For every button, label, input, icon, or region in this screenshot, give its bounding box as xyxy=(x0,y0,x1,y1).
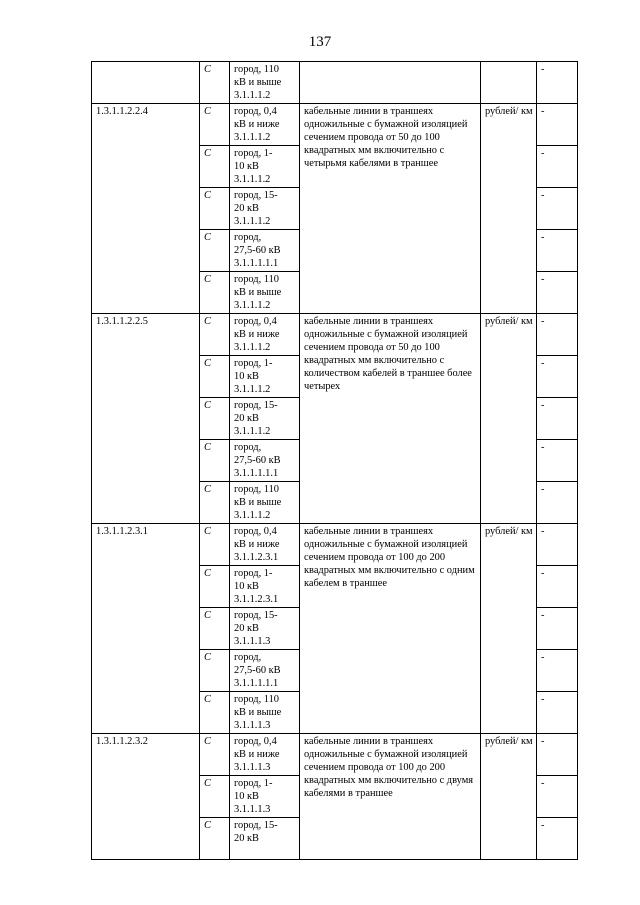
category-letter: C xyxy=(200,356,230,398)
rate-value: - xyxy=(537,734,578,776)
location-voltage xyxy=(230,356,300,398)
location-voltage xyxy=(230,272,300,314)
category-letter: C xyxy=(200,104,230,146)
location-line: город, 1- xyxy=(234,568,273,579)
category-letter: C xyxy=(200,188,230,230)
location-line: 3.1.1.1.2 xyxy=(234,300,271,311)
category-letter: C xyxy=(200,272,230,314)
location-line: город, 1- xyxy=(234,148,273,159)
rate-value: - xyxy=(537,776,578,818)
tariff-table xyxy=(91,61,578,860)
location-line: 10 кВ xyxy=(234,791,259,802)
location-line: кВ и ниже xyxy=(234,539,280,550)
location-voltage xyxy=(230,398,300,440)
location-line: 3.1.1.1.2 xyxy=(234,384,271,395)
item-description: кабельные линии в траншеях одножильные с бумажной изоляцией сечением провода от 100 до 200 квадратных мм включительно с двумя кабелями в траншее xyxy=(300,734,481,860)
location-line: 3.1.1.1.2 xyxy=(234,510,271,521)
category-letter: C xyxy=(200,818,230,860)
rate-value: - xyxy=(537,608,578,650)
location-line: 3.1.1.1.2 xyxy=(234,342,271,353)
unit-of-measure: рублей/ км xyxy=(481,734,537,860)
location-line: город, 0,4 xyxy=(234,106,277,117)
rate-value: - xyxy=(537,692,578,734)
location-line: 27,5-60 кВ xyxy=(234,665,281,676)
rate-value: - xyxy=(537,314,578,356)
item-description: кабельные линии в траншеях одножильные с бумажной изоляцией сечением провода от 100 до 200 квадратных мм включительно с одним кабелем в траншее xyxy=(300,524,481,734)
rate-value: - xyxy=(537,146,578,188)
location-voltage xyxy=(230,776,300,818)
table-row xyxy=(92,104,578,146)
category-letter: C xyxy=(200,692,230,734)
item-code: 1.3.1.1.2.2.4 xyxy=(92,104,200,314)
location-line: город, 15- xyxy=(234,820,278,831)
location-line: 3.1.1.1.2 xyxy=(234,216,271,227)
location-line: город, 15- xyxy=(234,610,278,621)
location-line: 3.1.1.1.3 xyxy=(234,804,271,815)
location-line: 3.1.1.1.1.1 xyxy=(234,678,279,689)
location-voltage xyxy=(230,524,300,566)
location-line: кВ и ниже xyxy=(234,119,280,130)
location-voltage xyxy=(230,692,300,734)
location-line: город, 110 xyxy=(234,64,279,75)
location-line: город, 15- xyxy=(234,190,278,201)
location-line: 20 кВ xyxy=(234,413,259,424)
table-row xyxy=(92,62,578,104)
table-row xyxy=(92,734,578,776)
location-line: 3.1.1.1.1.1 xyxy=(234,258,279,269)
item-code: 1.3.1.1.2.3.1 xyxy=(92,524,200,734)
rate-value: - xyxy=(537,62,578,104)
location-line: город, xyxy=(234,232,262,243)
location-line: кВ и ниже xyxy=(234,329,280,340)
location-voltage xyxy=(230,650,300,692)
location-line: 3.1.1.1.2 xyxy=(234,174,271,185)
location-line: 20 кВ xyxy=(234,833,259,844)
category-letter: C xyxy=(200,440,230,482)
category-letter: C xyxy=(200,566,230,608)
rate-value: - xyxy=(537,272,578,314)
location-line: 3.1.1.1.2 xyxy=(234,132,271,143)
location-line: кВ и ниже xyxy=(234,749,280,760)
location-voltage xyxy=(230,734,300,776)
location-line: кВ и выше xyxy=(234,287,282,298)
location-line: 3.1.1.1.3 xyxy=(234,762,271,773)
location-line: 3.1.1.1.1.1 xyxy=(234,468,279,479)
location-voltage xyxy=(230,104,300,146)
category-letter: C xyxy=(200,650,230,692)
category-letter: C xyxy=(200,776,230,818)
rate-value: - xyxy=(537,188,578,230)
location-line: город, 110 xyxy=(234,274,279,285)
location-line: город, xyxy=(234,652,262,663)
location-line: 10 кВ xyxy=(234,161,259,172)
rate-value: - xyxy=(537,356,578,398)
location-line: 10 кВ xyxy=(234,581,259,592)
location-line: 3.1.1.2.3.1 xyxy=(234,552,279,563)
rate-value: - xyxy=(537,818,578,860)
tariff-table-body xyxy=(92,62,578,860)
location-voltage xyxy=(230,188,300,230)
rate-value: - xyxy=(537,482,578,524)
category-letter: C xyxy=(200,230,230,272)
location-line: город, 110 xyxy=(234,484,279,495)
table-row xyxy=(92,524,578,566)
category-letter: C xyxy=(200,482,230,524)
location-line: город, 0,4 xyxy=(234,736,277,747)
location-voltage xyxy=(230,440,300,482)
item-code: 1.3.1.1.2.3.2 xyxy=(92,734,200,860)
location-voltage xyxy=(230,62,300,104)
location-line: город, xyxy=(234,442,262,453)
category-letter: C xyxy=(200,62,230,104)
item-description xyxy=(300,62,481,104)
category-letter: C xyxy=(200,398,230,440)
location-voltage xyxy=(230,608,300,650)
rate-value: - xyxy=(537,104,578,146)
category-letter: C xyxy=(200,524,230,566)
rate-value: - xyxy=(537,398,578,440)
category-letter: C xyxy=(200,314,230,356)
unit-of-measure xyxy=(481,62,537,104)
category-letter: C xyxy=(200,146,230,188)
unit-of-measure: рублей/ км xyxy=(481,104,537,314)
rate-value: - xyxy=(537,440,578,482)
item-description: кабельные линии в траншеях одножильные с бумажной изоляцией сечением провода от 50 до 100 квадратных мм включительно с четырьмя кабелями в траншее xyxy=(300,104,481,314)
item-code xyxy=(92,62,200,104)
location-line: кВ и выше xyxy=(234,497,282,508)
rate-value: - xyxy=(537,230,578,272)
location-voltage xyxy=(230,146,300,188)
location-line: город, 1- xyxy=(234,358,273,369)
location-line: город, 15- xyxy=(234,400,278,411)
unit-of-measure: рублей/ км xyxy=(481,524,537,734)
table-row xyxy=(92,314,578,356)
rate-value: - xyxy=(537,650,578,692)
location-line: 3.1.1.1.2 xyxy=(234,426,271,437)
location-voltage xyxy=(230,482,300,524)
location-line: город, 110 xyxy=(234,694,279,705)
location-line: 20 кВ xyxy=(234,623,259,634)
category-letter: C xyxy=(200,608,230,650)
location-voltage xyxy=(230,566,300,608)
location-line: 3.1.1.1.3 xyxy=(234,636,271,647)
location-line: 3.1.1.2.3.1 xyxy=(234,594,279,605)
location-line: 27,5-60 кВ xyxy=(234,455,281,466)
location-voltage xyxy=(230,818,300,860)
location-line: город, 0,4 xyxy=(234,526,277,537)
location-line: 3.1.1.1.3 xyxy=(234,720,271,731)
location-line: 20 кВ xyxy=(234,203,259,214)
category-letter: C xyxy=(200,734,230,776)
location-voltage xyxy=(230,230,300,272)
location-line: город, 1- xyxy=(234,778,273,789)
location-line: кВ и выше xyxy=(234,77,282,88)
page-number: 137 xyxy=(308,34,332,50)
location-voltage xyxy=(230,314,300,356)
rate-value: - xyxy=(537,524,578,566)
location-line: город, 0,4 xyxy=(234,316,277,327)
rate-value: - xyxy=(537,566,578,608)
location-line: 10 кВ xyxy=(234,371,259,382)
location-line: кВ и выше xyxy=(234,707,282,718)
location-line: 27,5-60 кВ xyxy=(234,245,281,256)
unit-of-measure: рублей/ км xyxy=(481,314,537,524)
location-line: 3.1.1.1.2 xyxy=(234,90,271,101)
item-description: кабельные линии в траншеях одножильные с бумажной изоляцией сечением провода от 50 до 100 квадратных мм включительно с количеством кабелей в траншее более четырех xyxy=(300,314,481,524)
item-code: 1.3.1.1.2.2.5 xyxy=(92,314,200,524)
